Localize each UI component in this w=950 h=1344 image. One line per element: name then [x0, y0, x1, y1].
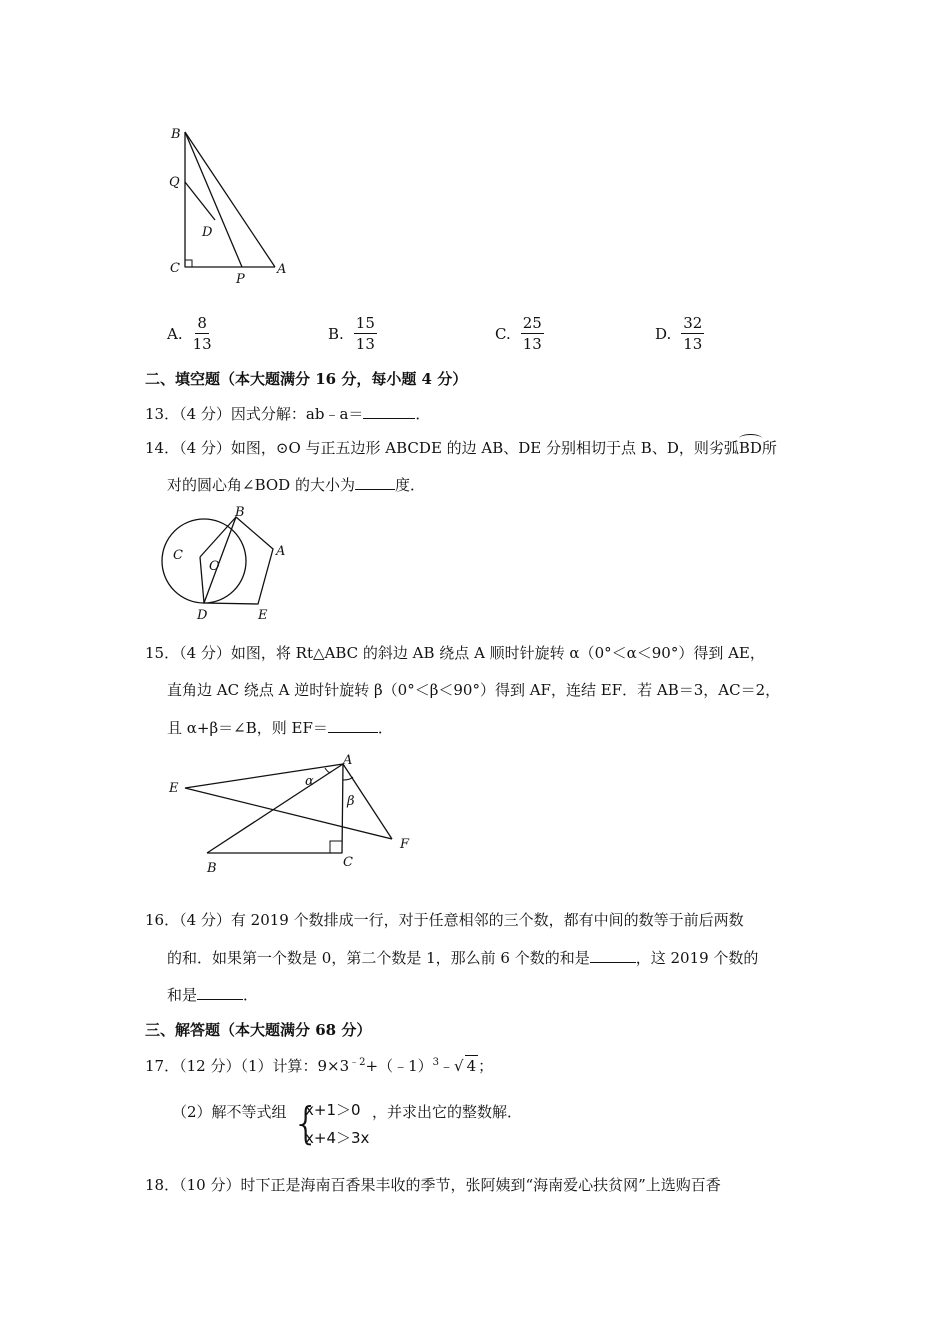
option-d-fraction: [681, 314, 704, 353]
question-15-line-1: 15．（4 分）如图，将 Rt△ABC 的斜边 AB 绕点 A 顺时针旋转 α（0°＜α＜90°）得到 AE，: [145, 644, 765, 662]
option-b-numerator: 15: [355, 314, 375, 332]
fig1-label-p: P: [236, 272, 245, 287]
option-a-numerator: 8: [197, 314, 207, 332]
fig2-label-d: D: [197, 608, 208, 623]
fig1-label-q: Q: [169, 175, 180, 190]
option-a-fraction: [193, 314, 212, 353]
option-d-letter: D.: [655, 324, 672, 343]
option-c-fraction: [521, 314, 544, 353]
figure-triangle-bqdcpa: [160, 120, 300, 290]
fig1-label-c: C: [170, 261, 180, 276]
option-d-denominator: 13: [683, 335, 703, 353]
q14-line2-b: 度．: [394, 476, 425, 494]
question-17-part-1: [145, 1053, 493, 1076]
option-c-numerator: 25: [522, 314, 542, 332]
fig1-label-b: B: [171, 127, 181, 142]
q16-line2-b: ，这 2019 个数的: [635, 949, 759, 967]
q17-p1-b: +（﹣1）: [365, 1057, 433, 1075]
brace-icon: {: [292, 1098, 320, 1149]
question-16-line-2: [167, 948, 758, 968]
option-c-letter: C.: [495, 324, 511, 343]
section-2-heading: 二、填空题（本大题满分 16 分，每小题 4 分）: [145, 370, 468, 388]
option-c-denominator: 13: [522, 335, 542, 353]
option-b-denominator: 13: [355, 335, 375, 353]
option-b-letter: B.: [328, 324, 344, 343]
q16-blank-1: [590, 948, 636, 963]
fig3-label-alpha: α: [305, 774, 314, 789]
option-d: [655, 314, 704, 353]
q14-line1-a: 14．（4 分）如图，⊙O 与正五边形 ABCDE 的边 AB、DE 分别相切于点 B、D，则劣弧: [145, 439, 739, 457]
option-b-fraction: [354, 314, 377, 353]
q14-blank: [355, 475, 395, 490]
q15-blank: [328, 718, 378, 733]
q17-exponent-1: ﹣2: [349, 1057, 366, 1068]
q16-blank-2: [197, 985, 243, 1000]
option-a: [167, 314, 212, 353]
fig1-label-a: A: [277, 262, 287, 277]
question-13: [145, 404, 430, 424]
q16-line2-a: 的和．如果第一个数是 0，第二个数是 1，那么前 6 个数的和是: [167, 949, 590, 967]
question-15-line-2: 直角边 AC 绕点 A 逆时针旋转 β（0°＜β＜90°）得到 AF，连结 EF．若 AB＝3，AC＝2，: [167, 681, 781, 699]
fig3-label-e: E: [169, 781, 179, 796]
q17-inequality-2: x+4＞3x: [305, 1129, 370, 1147]
figure-circle-pentagon: [160, 503, 290, 623]
q17-p1-d: ；: [478, 1057, 494, 1075]
figure-rotation-triangle: [165, 750, 425, 880]
fig2-label-a: A: [276, 544, 286, 559]
fig3-label-beta: β: [347, 794, 355, 809]
option-c: [495, 314, 544, 353]
question-14-line-1: [145, 438, 777, 458]
q15-line3-b: ．: [377, 719, 393, 737]
question-16-line-3: [167, 985, 258, 1005]
q17-sqrt-radicand: 4: [466, 1057, 477, 1075]
q14-line2-a: 对的圆心角∠BOD 的大小为: [167, 476, 355, 494]
option-d-numerator: 32: [683, 314, 703, 332]
q17-p1-c: ﹣: [439, 1057, 455, 1075]
fig1-label-d: D: [202, 225, 213, 240]
q17-p1-a: 17．（12 分）（1）计算：9×3: [145, 1057, 350, 1075]
q17-p2-a: （2）解不等式组: [172, 1103, 287, 1121]
q16-line3-b: ．: [243, 986, 259, 1004]
fig3-label-a: A: [343, 753, 353, 768]
fig2-label-b: B: [235, 505, 245, 520]
fig2-label-c: C: [173, 548, 183, 563]
fig2-label-o: O: [209, 559, 220, 574]
q16-line3-a: 和是: [167, 986, 198, 1004]
question-15-line-3: [167, 718, 393, 738]
fig3-label-b: B: [207, 861, 217, 876]
fig3-label-f: F: [400, 837, 410, 852]
fig2-label-e: E: [258, 608, 268, 623]
q17-p2-b: ，并求出它的整数解．: [372, 1103, 523, 1121]
sqrt-icon: √: [454, 1057, 464, 1075]
q17-exponent-2: 3: [432, 1057, 440, 1068]
q17-inequality-1: x+1＞0: [305, 1101, 361, 1119]
fig3-label-c: C: [343, 855, 353, 870]
option-a-letter: A.: [167, 324, 183, 343]
q14-line1-b: 所: [761, 439, 777, 457]
option-a-denominator: 13: [192, 335, 212, 353]
question-14-line-2: [167, 475, 425, 495]
q13-text: 13．（4 分）因式分解：ab﹣a＝: [145, 405, 364, 423]
q13-end: ．: [415, 405, 431, 423]
question-18-line-1: 18．（10 分）时下正是海南百香果丰收的季节，张阿姨到“海南爱心扶贫网”上选购百香: [145, 1176, 721, 1194]
question-16-line-1: 16．（4 分）有 2019 个数排成一行，对于任意相邻的三个数，都有中间的数等于前后两数: [145, 911, 744, 929]
section-3-heading: 三、解答题（本大题满分 68 分）: [145, 1021, 372, 1039]
q13-blank: [363, 404, 415, 419]
option-b: [328, 314, 377, 353]
q15-line3-a: 且 α+β＝∠B，则 EF＝: [167, 719, 328, 737]
q14-arc-bd: BD: [738, 439, 762, 457]
